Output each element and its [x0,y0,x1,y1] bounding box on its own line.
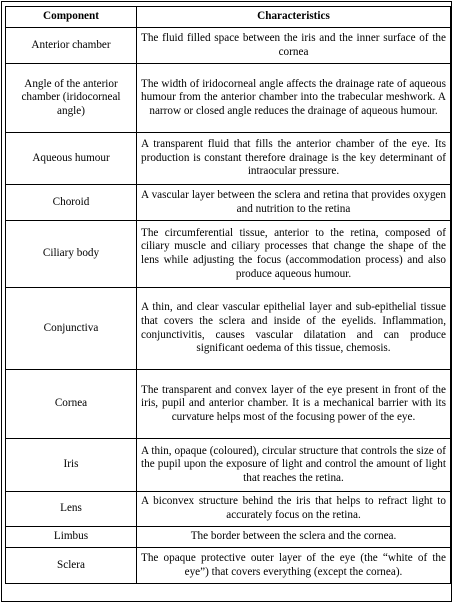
characteristics-cell: A thin, and clear vascular epithelial layer and sub-epithelial tissue that covers the sclera and inside of the eyelids. Inflammation, conjunctivitis, causes vascular dilatation and can produce significant oedema of this tissue, chemosis. [137,288,451,370]
document-frame [1,1,452,602]
component-cell: Aqueous humour [6,133,137,185]
characteristics-cell: The width of iridocorneal angle affects the drainage rate of aqueous humour from the anterior chamber into the trabecular meshwork. A narrow or closed angle reduces the drainage of aqueous humour. [137,64,451,133]
component-cell: Ciliary body [6,221,137,288]
table-row [6,492,451,527]
table-row [6,370,451,439]
characteristics-cell: The opaque protective outer layer of the eye (the “white of the eye”) that covers everything (except the cornea). [137,548,451,584]
characteristics-cell: A thin, opaque (coloured), circular structure that controls the size of the pupil upon the exposure of light and control the amount of light that reaches the retina. [137,439,451,492]
table-row [6,64,451,133]
characteristics-cell: The transparent and convex layer of the eye present in front of the iris, pupil and anterior chamber. It is a mechanical barrier with its curvature helps most of the focusing power of the eye. [137,370,451,439]
characteristics-cell: The circumferential tissue, anterior to the retina, composed of ciliary muscle and ciliary processes that change the shape of the lens while adjusting the focus (accommodation process) and also produce aqueous humour. [137,221,451,288]
column-header-characteristics: Characteristics [137,7,451,28]
table-row [6,28,451,64]
characteristics-cell: A transparent fluid that fills the anterior chamber of the eye. Its production is constant therefore drainage is the key determinant of intraocular pressure. [137,133,451,185]
component-cell: Sclera [6,548,137,584]
table-row [6,548,451,584]
component-cell: Anterior chamber [6,28,137,64]
component-cell: Cornea [6,370,137,439]
component-cell: Lens [6,492,137,527]
characteristics-cell: A biconvex structure behind the iris that helps to refract light to accurately focus on the retina. [137,492,451,527]
characteristics-cell: The border between the sclera and the cornea. [137,527,451,548]
component-cell: Conjunctiva [6,288,137,370]
component-cell: Angle of the anterior chamber (iridocorneal angle) [6,64,137,133]
component-cell: Iris [6,439,137,492]
characteristics-cell: The fluid filled space between the iris and the inner surface of the cornea [137,28,451,64]
table-header-row [6,7,451,28]
component-cell: Choroid [6,185,137,221]
table-row [6,288,451,370]
component-cell: Limbus [6,527,137,548]
column-header-component: Component [6,7,137,28]
table-row [6,221,451,288]
table-row [6,439,451,492]
table-row [6,133,451,185]
characteristics-cell: A vascular layer between the sclera and retina that provides oxygen and nutrition to the retina [137,185,451,221]
table-row [6,527,451,548]
eye-components-table [5,6,451,584]
table-row [6,185,451,221]
